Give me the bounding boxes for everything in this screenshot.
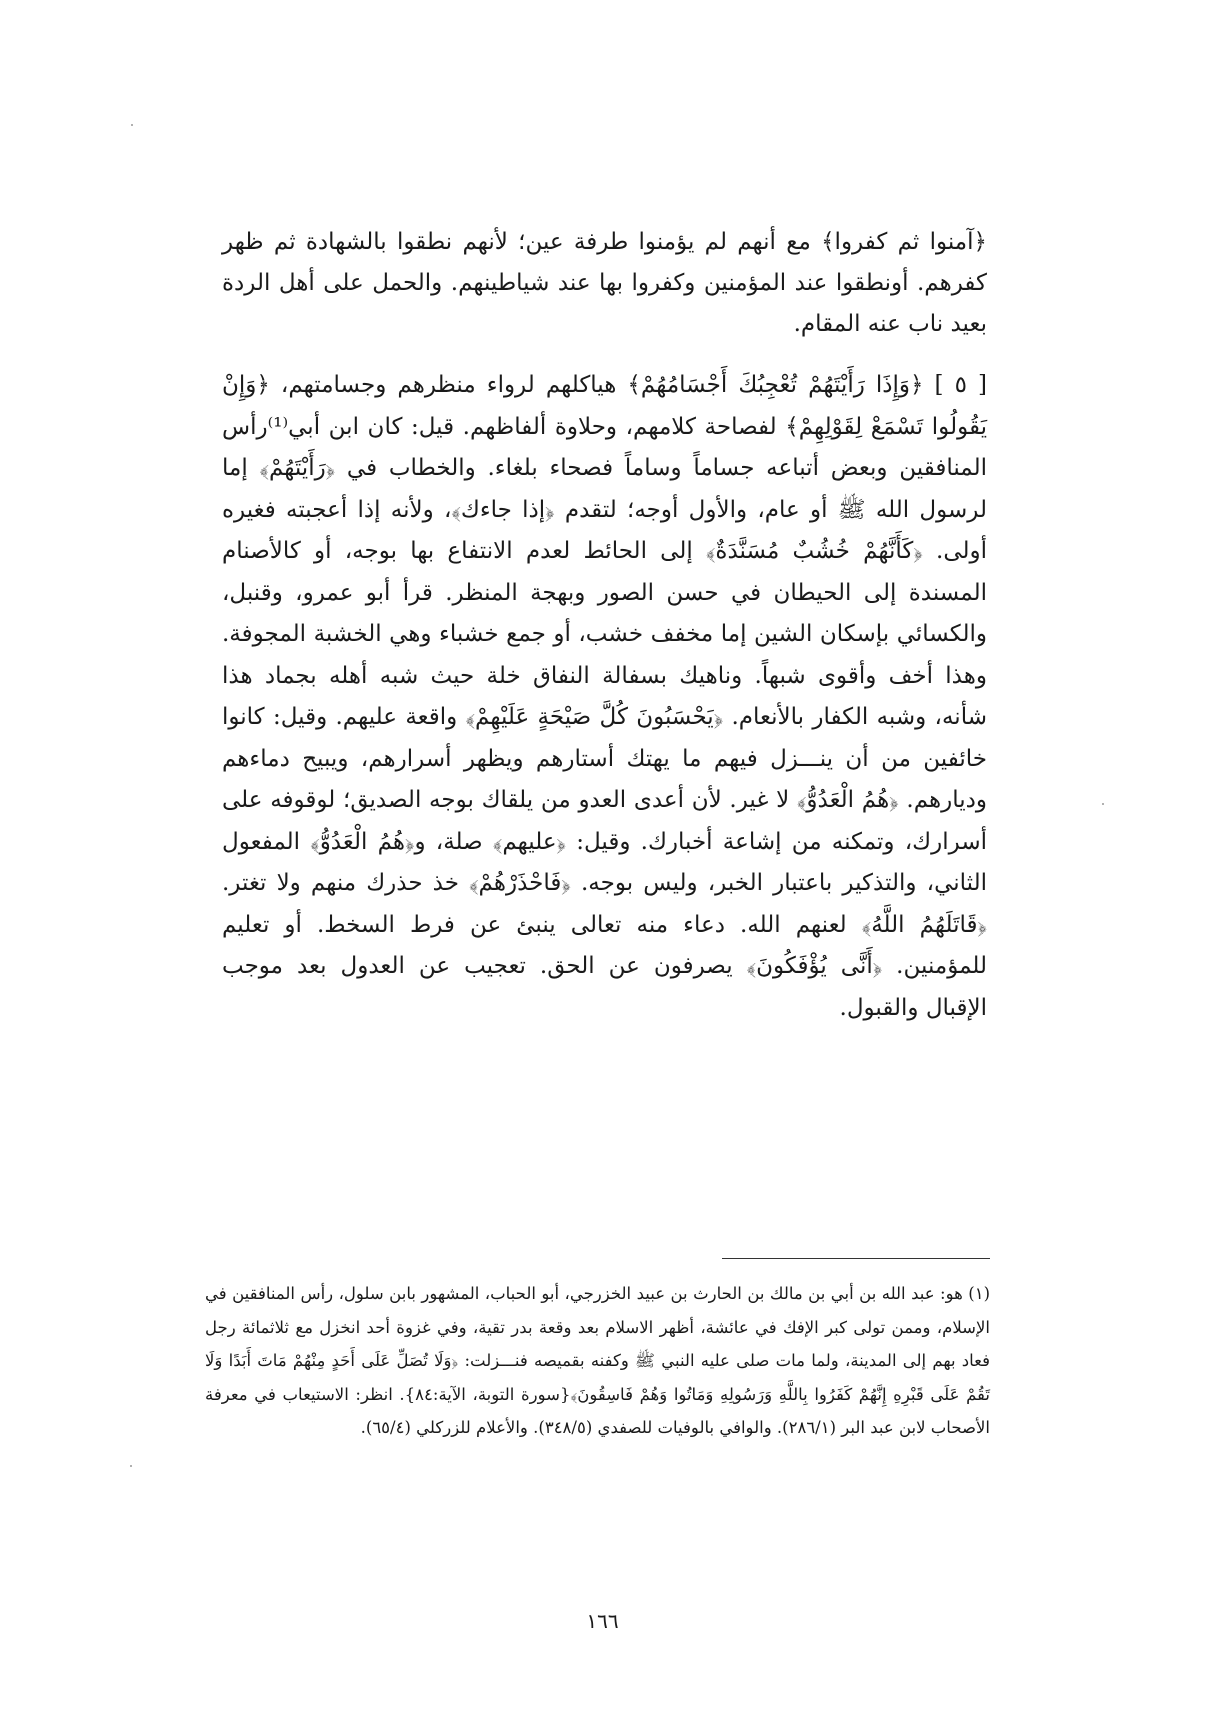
scan-speck [1102,803,1104,805]
intro-paragraph [222,222,987,345]
verse-commentary-paragraph [222,365,987,1029]
intro-text: ﴿آمنوا ثم كفروا﴾ مع أنهم لم يؤمنوا طرفة عين؛ لأنهم نطقوا بالشهادة ثم ظهر كفرهم. أونطقوا عند المؤمنين وكفروا بها عند شياطينهم. والحمل على أهل الردة بعيد ناب عنه المقام. [222,229,987,337]
footnote [205,1277,990,1445]
verse-commentary-text: [ ٥ ] ﴿وَإِذَا رَأَيْتَهُمْ تُعْجِبُكَ أَجْسَامُهُمْ﴾ هياكلهم لرواء منظرهم وجسامتهم، ﴿وَإِنْ يَقُولُوا تَسْمَعْ لِقَوْلِهِمْ﴾ لفصاحة كلامهم، وحلاوة ألفاظهم. قيل: كان ابن أبي⁽¹⁾رأس المنافقين وبعض أتباعه جساماً وساماً فصحاء بلغاء. والخطاب في ﴿رَأَيْتَهُمْ﴾ إما لرسول الله ﷺ أو عام، والأول أوجه؛ لتقدم ﴿إذا جاءك﴾، ولأنه إذا أعجبته فغيره أولى. ﴿كَأَنَّهُمْ خُشُبٌ مُسَنَّدَةٌ﴾ إلى الحائط لعدم الانتفاع بها بوجه، أو كالأصنام المسندة إلى الحيطان في حسن الصور وبهجة المنظر. قرأ أبو عمرو، وقنبل، والكسائي بإسكان الشين إما مخفف خشب، أو جمع خشباء وهي الخشبة المجوفة. وهذا أخف وأقوى شبهاً. وناهيك بسفالة النفاق خلة حيث شبه أهله بجماد هذا شأنه، وشبه الكفار بالأنعام. ﴿يَحْسَبُونَ كُلَّ صَيْحَةٍ عَلَيْهِمْ﴾ واقعة عليهم. وقيل: كانوا خائفين من أن ينـــزل فيهم ما يهتك أستارهم ويظهر أسرارهم، ويبيح دماءهم وديارهم. ﴿هُمُ الْعَدُوُّ﴾ لا غير. لأن أعدى العدو من يلقاك بوجه الصديق؛ لوقوفه على أسرارك، وتمكنه من إشاعة أخبارك. وقيل: ﴿عليهم﴾ صلة، و﴿هُمُ الْعَدُوُّ﴾ المفعول الثاني، والتذكير باعتبار الخبر، وليس بوجه. ﴿فَاحْذَرْهُمْ﴾ خذ حذرك منهم ولا تغتر. ﴿قَاتَلَهُمُ اللَّهُ﴾ لعنهم الله. دعاء منه تعالى ينبئ عن فرط السخط. أو تعليم للمؤمنين. ﴿أَنَّى يُؤْفَكُونَ﴾ يصرفون عن الحق. تعجيب عن العدول بعد موجب الإقبال والقبول. [222,372,987,1021]
scan-speck [130,1465,132,1467]
page-number: ١٦٦ [586,1609,619,1633]
footnote-text: (١) هو: عبد الله بن أبي بن مالك بن الحارث بن عبيد الخزرجي، أبو الحباب، المشهور بابن سلول، رأس المنافقين في الإسلام، وممن تولى كبر الإفك في عائشة، أظهر الاسلام بعد وقعة بدر تقية، وفي غزوة أحد انخزل مع ثلاثمائة رجل فعاد بهم إلى المدينة، ولما مات صلى عليه النبي ﷺ وكفنه بقميصه فنـــزلت: ﴿وَلَا تُصَلِّ عَلَى أَحَدٍ مِنْهُمْ مَاتَ أَبَدًا وَلَا تَقُمْ عَلَى قَبْرِهِ إِنَّهُمْ كَفَرُوا بِاللَّهِ وَرَسُولِهِ وَمَاتُوا وَهُمْ فَاسِقُونَ﴾{سورة التوبة، الآية:٨٤}. انظر: الاستيعاب في معرفة الأصحاب لابن عبد البر (٢٨٦/١). والوافي بالوفيات للصفدي (٣٤٨/٥). والأعلام للزركلي (٦٥/٤). [205,1284,990,1437]
footnote-separator [722,1258,990,1259]
scan-speck [131,124,133,126]
